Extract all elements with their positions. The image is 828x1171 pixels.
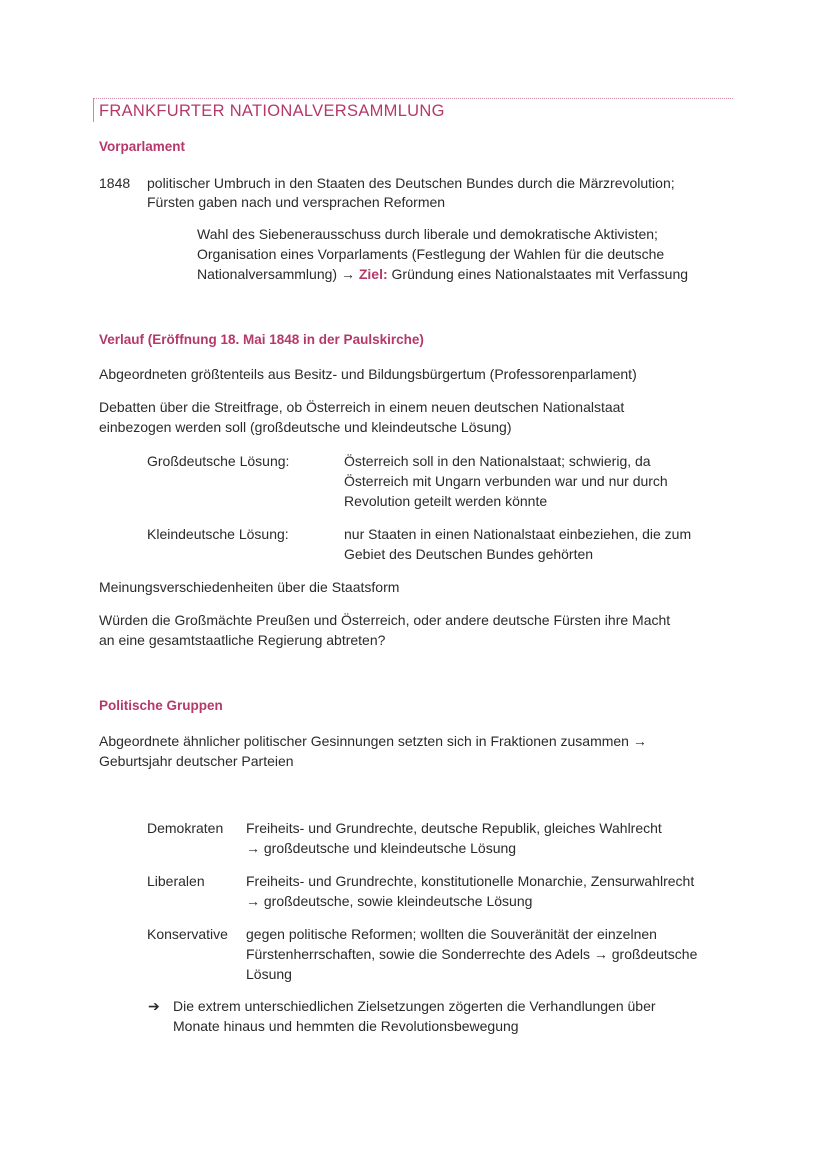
text-line: Meinungsverschiedenheiten über die Staatsform: [99, 579, 400, 595]
arrow-bullet-icon: ➔: [148, 998, 160, 1014]
text-fragment: Nationalversammlung) →: [197, 266, 355, 282]
text-line: Geburtsjahr deutscher Parteien: [99, 753, 294, 769]
text-line: Österreich soll in den Nationalstaat; schwierig, da: [344, 453, 651, 469]
group-name-demokraten: Demokraten: [147, 820, 224, 836]
text-line: gegen politische Reformen; wollten die Souveränität der einzelnen: [246, 926, 657, 942]
text-line: → großdeutsche, sowie kleindeutsche Lösung: [246, 893, 533, 909]
text-line: Abgeordneten größtenteils aus Besitz- und Bildungsbürgertum (Professorenparlament): [99, 366, 637, 382]
label-grossdeutsch: Großdeutsche Lösung:: [147, 453, 290, 469]
text-line: Freiheits- und Grundrechte, konstitutionelle Monarchie, Zensurwahlrecht: [246, 873, 695, 889]
heading-verlauf: Verlauf (Eröffnung 18. Mai 1848 in der Paulskirche): [99, 332, 424, 347]
header-left-rule: [93, 98, 94, 122]
text-fragment: Gründung eines Nationalstaates mit Verfassung: [391, 266, 689, 282]
text-line: Würden die Großmächte Preußen und Österreich, oder andere deutsche Fürsten ihre Macht: [99, 612, 671, 628]
text-line: Lösung: [246, 966, 292, 982]
group-name-konservative: Konservative: [147, 926, 228, 942]
text-line: einbezogen werden soll (großdeutsche und kleindeutsche Lösung): [99, 419, 512, 435]
header-rule: [93, 98, 733, 99]
text-line: Gebiet des Deutschen Bundes gehörten: [344, 546, 594, 562]
group-name-liberalen: Liberalen: [147, 873, 205, 889]
text-line: Die extrem unterschiedlichen Zielsetzungen zögerten die Verhandlungen über: [173, 998, 656, 1014]
text-line: Debatten über die Streitfrage, ob Österreich in einem neuen deutschen Nationalstaat: [99, 399, 625, 415]
text-line: [197, 264, 688, 284]
text-line: → großdeutsche und kleindeutsche Lösung: [246, 840, 517, 856]
text-line: Fürsten gaben nach und versprachen Reformen: [147, 194, 446, 210]
heading-gruppen: Politische Gruppen: [99, 698, 223, 713]
text-line: Organisation eines Vorparlaments (Festlegung der Wahlen für die deutsche: [197, 246, 665, 262]
year: 1848: [99, 175, 131, 191]
text-line: an eine gesamtstaatliche Regierung abtreten?: [99, 632, 386, 648]
text-line: Österreich mit Ungarn verbunden war und nur durch: [344, 473, 668, 489]
text-line: Freiheits- und Grundrechte, deutsche Republik, gleiches Wahlrecht: [246, 820, 662, 836]
text-line: Revolution geteilt werden könnte: [344, 493, 548, 509]
label-kleindeutsch: Kleindeutsche Lösung:: [147, 526, 289, 542]
text-line: Fürstenherrschaften, sowie die Sonderrechte des Adels → großdeutsche: [246, 946, 698, 962]
text-line: politischer Umbruch in den Staaten des Deutschen Bundes durch die Märzrevolution;: [147, 175, 675, 191]
text-line: Monate hinaus und hemmten die Revolutionsbewegung: [173, 1018, 519, 1034]
text-line: nur Staaten in einen Nationalstaat einbeziehen, die zum: [344, 526, 692, 542]
text-line: Wahl des Siebenerausschuss durch liberale und demokratische Aktivisten;: [197, 226, 658, 242]
text-line: Abgeordnete ähnlicher politischer Gesinnungen setzten sich in Fraktionen zusammen →: [99, 733, 647, 749]
heading-vorparlament: Vorparlament: [99, 139, 186, 154]
page-title: FRANKFURTER NATIONALVERSAMMLUNG: [99, 102, 445, 120]
ziel-label: Ziel:: [358, 266, 388, 282]
